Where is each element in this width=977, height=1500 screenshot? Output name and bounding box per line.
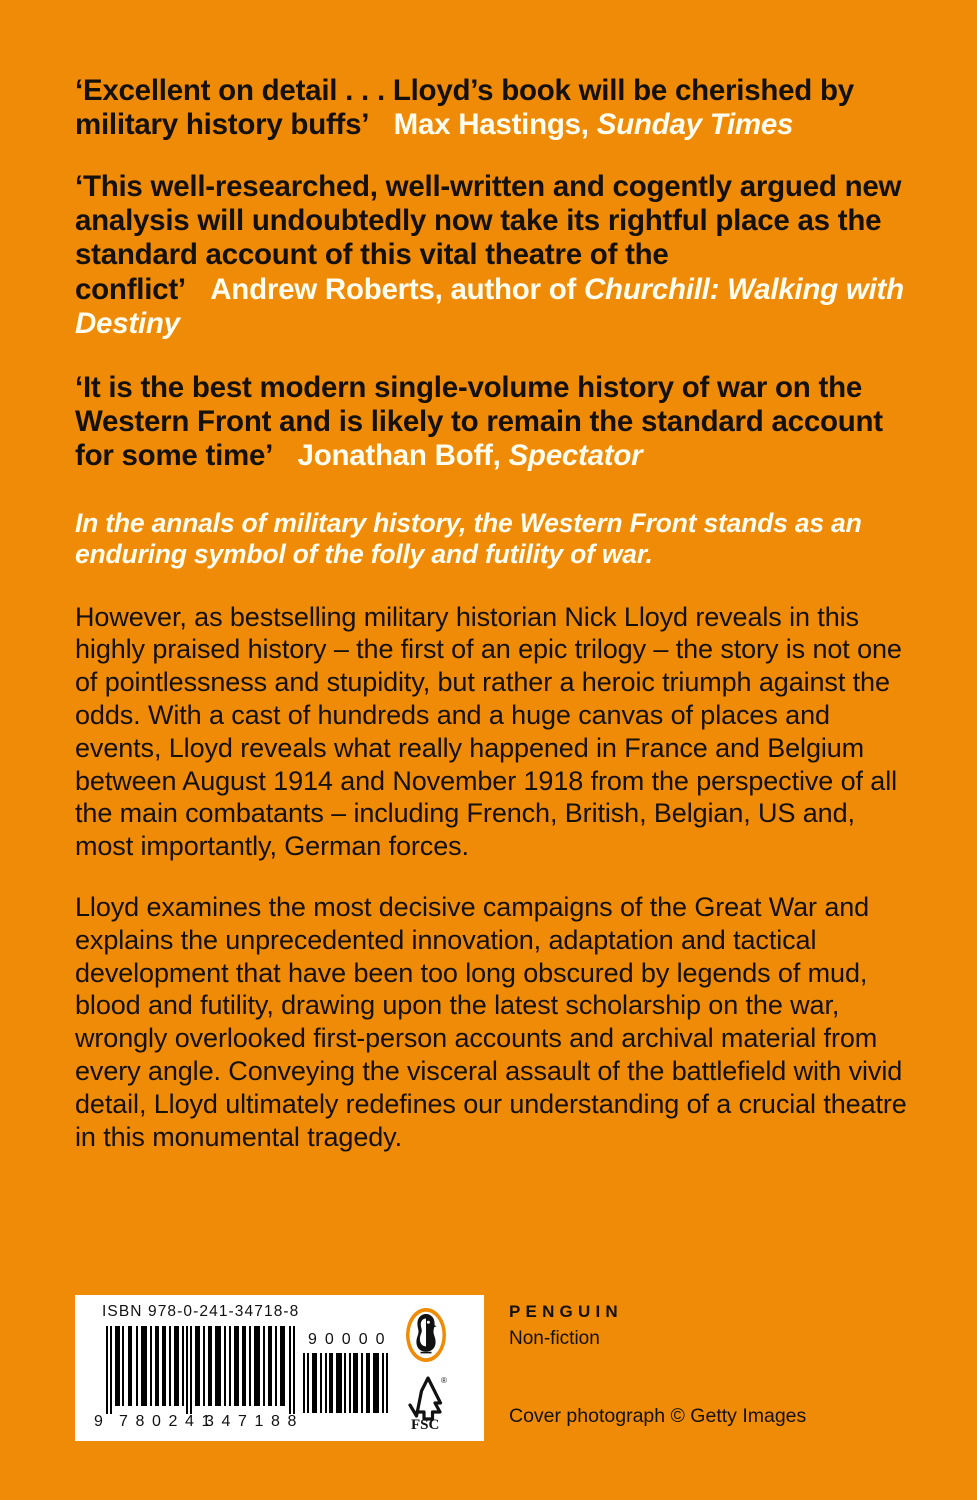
fsc-registered-mark: ® — [441, 1376, 447, 1385]
isbn-label: ISBN 978-0-241-34718-8 — [102, 1303, 300, 1320]
addon-barcode-digits: 90000 — [308, 1331, 393, 1348]
cover-photo-credit: Cover photograph © Getty Images — [509, 1405, 807, 1427]
fsc-logo-icon — [405, 1369, 451, 1431]
quote-text: ‘Excellent on detail . . . Lloyd’s book will be cherished by military history buffs’ — [75, 74, 854, 142]
quote-text: ‘This well-researched, well-written and cogently argued new analysis will undoubtedly now take its rightful place as the standard account of this vital theatre of the conflict’ — [75, 169, 902, 306]
publisher-block — [509, 1303, 623, 1348]
isbn-barcode-bars — [106, 1326, 298, 1414]
review-quote-max-hastings — [75, 74, 915, 143]
cover-text-column — [75, 74, 915, 1181]
addon-barcode-bars — [303, 1353, 389, 1413]
attribution-name: Jonathan Boff, — [297, 439, 501, 473]
ean-digit-group-2: 347188 — [205, 1413, 304, 1430]
quote-text: ‘It is the best modern single-volume history of war on the Western Front and is likely to remain the standard account for some time’ — [75, 370, 883, 473]
barcode-block — [75, 1295, 484, 1441]
attribution-work: Sunday Times — [596, 108, 794, 142]
fsc-label: FSC — [411, 1417, 440, 1431]
quote-spacer — [273, 439, 297, 472]
quote-attribution — [394, 108, 794, 141]
publisher-name: PENGUIN — [509, 1302, 623, 1321]
penguin-logo-icon — [405, 1307, 447, 1363]
review-quote-andrew-roberts — [75, 170, 915, 342]
blurb-paragraph-2: Lloyd examines the most decisive campaigns of the Great War and explains the unprecedented innovation, adaptation and tactical development that have been too long obscured by legends of mud, blood and futility, drawing upon the latest scholarship on the war, wrongly overlooked first-person accounts and archival material from every angle. Conveying the visceral assault of the battlefield with vivid detail, Lloyd ultimately redefines our understanding of a crucial theatre in this monumental tragedy. — [75, 892, 907, 1152]
quote-spacer — [369, 108, 393, 141]
ean-digit-group-1: 780241 — [119, 1413, 218, 1430]
ean-lead-digit: 9 — [94, 1413, 103, 1430]
quote-spacer — [186, 273, 210, 306]
publisher-imprint: Non-fiction — [509, 1328, 600, 1349]
attribution-name: Max Hastings, — [393, 108, 589, 142]
blurb-intro-line: In the annals of military history, the Western Front stands as an enduring symbol of the folly and futility of war. — [75, 507, 862, 570]
quote-attribution — [298, 439, 643, 472]
blurb-paragraph-1: However, as bestselling military historian Nick Lloyd reveals in this highly praised history – the first of an epic trilogy – the story is not one of pointlessness and stupidity, but rather a heroic triumph against the odds. With a cast of hundreds and a huge canvas of places and events, Lloyd reveals what really happened in France and Belgium between August 1914 and November 1918 from the perspective of all the main combatants – including French, British, Belgian, US and, most importantly, German forces. — [75, 601, 902, 862]
attribution-name: Andrew Roberts, author of — [210, 272, 577, 306]
attribution-work: Churchill: Walking with Destiny — [75, 272, 904, 341]
review-quote-jonathan-boff — [75, 371, 915, 474]
attribution-work: Spectator — [508, 439, 643, 473]
